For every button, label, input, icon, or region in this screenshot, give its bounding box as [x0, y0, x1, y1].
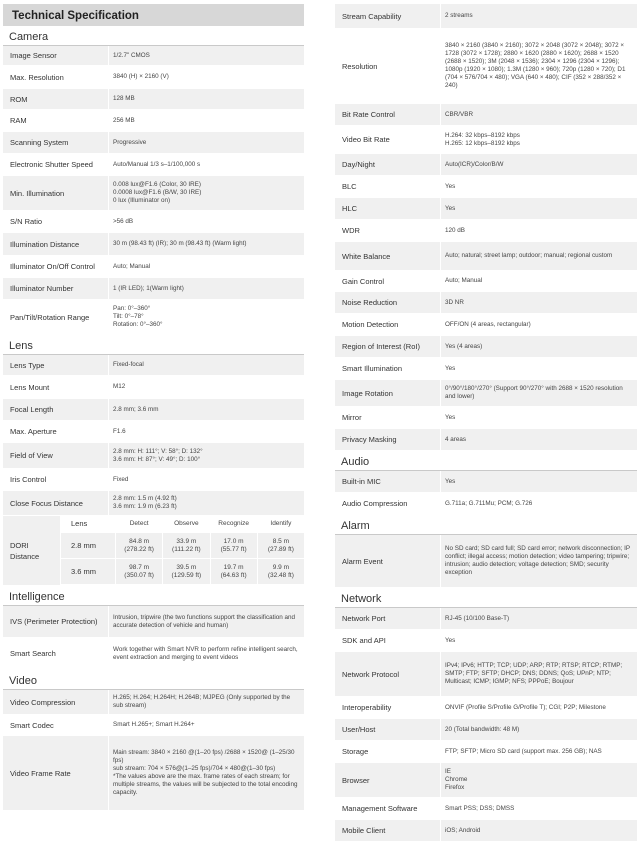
spec-value-cell	[440, 176, 637, 197]
dori-header-cell: Lens	[60, 516, 115, 533]
spec-key: Illuminator On/Off Control	[3, 256, 108, 277]
spec-value: Auto(ICR)/Color/B/W	[445, 160, 504, 168]
dori-lens: 2.8 mm	[60, 533, 115, 559]
dori-header-cell: Identify	[257, 516, 304, 533]
spec-key: Focal Length	[3, 399, 108, 420]
spec-key: Stream Capability	[335, 4, 440, 28]
dori-header-cell: Recognize	[210, 516, 257, 533]
section-title: Audio	[335, 451, 637, 471]
spec-key: Close Focus Distance	[3, 491, 108, 515]
spec-value: Smart H.265+; Smart H.264+	[113, 721, 195, 728]
spec-row	[335, 652, 637, 697]
spec-value-cell	[440, 154, 637, 175]
spec-value: 0.008 lux@F1.6 (Color, 30 IRE) 0.0008 lux@F1.6 (B/W, 30 IRE) 0 lux (Illuminator on)	[113, 181, 202, 204]
spec-value-cell	[108, 491, 304, 515]
spec-row	[335, 104, 637, 126]
dori-label-text: DORI Distance	[10, 540, 40, 561]
spec-value-cell	[440, 271, 637, 291]
spec-row	[335, 471, 637, 493]
spec-value: Auto; natural; street lamp; outdoor; manual; regional custom	[445, 252, 613, 259]
spec-key: Lens Mount	[3, 376, 108, 398]
spec-key: Browser	[335, 763, 440, 797]
spec-value: ONVIF (Profile S/Profile G/Profile T); CGI; P2P; Milestone	[445, 703, 606, 711]
spec-key: Bit Rate Control	[335, 104, 440, 125]
spec-row	[3, 66, 304, 89]
spec-row	[335, 314, 637, 336]
spec-key: BLC	[335, 176, 440, 197]
spec-value-cell	[108, 233, 304, 255]
spec-value: H.264: 32 kbps–8192 kbps H.265: 12 kbps–8192 kbps	[445, 131, 520, 147]
spec-row	[335, 198, 637, 220]
spec-key: User/Host	[335, 719, 440, 740]
dori-row	[60, 533, 304, 559]
spec-value-cell	[108, 736, 304, 810]
spec-row	[335, 380, 637, 407]
spec-value: Fixed	[113, 475, 129, 483]
spec-key: HLC	[335, 198, 440, 219]
spec-value-cell	[108, 606, 304, 637]
spec-row	[3, 638, 304, 670]
spec-value-cell	[440, 535, 637, 587]
spec-key: Storage	[335, 741, 440, 762]
spec-value-cell	[440, 198, 637, 219]
spec-key: Max. Aperture	[3, 421, 108, 442]
spec-value-cell	[440, 29, 637, 103]
spec-value-cell	[440, 697, 637, 718]
spec-value: No SD card; SD card full; SD card error; network disconnection; IP conflict; illegal access; motion detection; video tampering; tripwire; intrusion; audio detection; voltage detection; SMD; security exception	[445, 545, 631, 576]
spec-row	[335, 242, 637, 271]
spec-row	[335, 336, 637, 358]
spec-value: Yes	[445, 413, 456, 421]
spec-key: Video Bit Rate	[335, 126, 440, 153]
spec-key: Lens Type	[3, 355, 108, 375]
spec-row	[335, 719, 637, 741]
spec-value: 3840 (H) × 2160 (V)	[113, 73, 169, 80]
spec-key: Iris Control	[3, 469, 108, 490]
spec-value-cell	[440, 608, 637, 629]
spec-value-cell	[108, 300, 304, 334]
spec-key: White Balance	[335, 242, 440, 270]
spec-row	[335, 763, 637, 798]
spec-value: >56 dB	[113, 217, 134, 225]
spec-value: H.265; H.264; H.264H; H.264B; MJPEG (Only supported by the sub stream)	[113, 694, 291, 709]
right-sections	[335, 4, 637, 842]
spec-row	[335, 292, 637, 314]
spec-row	[3, 469, 304, 491]
spec-row	[3, 421, 304, 443]
spec-row	[335, 608, 637, 630]
spec-key: Max. Resolution	[3, 66, 108, 88]
spec-row	[3, 154, 304, 176]
spec-key: Field of View	[3, 443, 108, 468]
spec-value-cell	[440, 407, 637, 428]
spec-value: Yes	[445, 636, 456, 644]
spec-key: Illuminator Number	[3, 278, 108, 299]
spec-row	[335, 4, 637, 29]
spec-value: FTP; SFTP; Micro SD card (support max. 256 GB); NAS	[445, 747, 602, 755]
spec-row	[3, 256, 304, 278]
spec-row	[335, 820, 637, 842]
spec-value: 120 dB	[445, 226, 465, 234]
section-title: Alarm	[335, 515, 637, 535]
spec-key: Mirror	[335, 407, 440, 428]
section-title: Video	[3, 670, 304, 690]
spec-key: S/N Ratio	[3, 211, 108, 232]
spec-key: Resolution	[335, 29, 440, 103]
section-title: Camera	[3, 26, 304, 46]
spec-row	[335, 176, 637, 198]
dori-lens: 3.6 mm	[60, 559, 115, 585]
dori-value: 17.0 m (55.77 ft)	[210, 533, 257, 559]
spec-value: CBR/VBR	[445, 110, 473, 118]
spec-value-cell	[440, 763, 637, 797]
spec-value-cell	[108, 110, 304, 131]
spec-value-cell	[108, 355, 304, 375]
dori-value: 39.5 m (129.59 ft)	[162, 559, 209, 585]
spec-value-cell	[108, 89, 304, 109]
spec-value: 256 MB	[113, 116, 135, 124]
spec-value: 2.8 mm: 1.5 m (4.92 ft) 3.6 mm: 1.9 m (6.23 ft)	[113, 495, 177, 510]
spec-key: Privacy Masking	[335, 429, 440, 450]
spec-row	[335, 358, 637, 380]
spec-row	[335, 535, 637, 588]
spec-value-cell	[440, 314, 637, 335]
spec-value-cell	[440, 242, 637, 270]
page-title: Technical Specification	[3, 4, 304, 26]
spec-value: Intrusion, tripwire (the two functions support the classification and accurate detection of vehicle and human)	[113, 613, 296, 629]
spec-value-cell	[440, 380, 637, 406]
spec-key: SDK and API	[335, 630, 440, 651]
spec-value-cell	[440, 719, 637, 740]
spec-key: Pan/Tilt/Rotation Range	[3, 300, 108, 334]
spec-row	[3, 736, 304, 811]
spec-value: 1/2.7" CMOS	[113, 51, 150, 59]
spec-row	[3, 89, 304, 110]
spec-row	[3, 376, 304, 399]
spec-value: Auto; Manual	[445, 277, 483, 284]
spec-key: Image Sensor	[3, 46, 108, 65]
spec-value-cell	[440, 358, 637, 379]
spec-value: 0°/90°/180°/270° (Support 90°/270° with 2688 × 1520 resolution and lower)	[445, 385, 623, 400]
spec-key: Noise Reduction	[335, 292, 440, 313]
spec-key: Min. Illumination	[3, 176, 108, 210]
spec-value-cell	[108, 132, 304, 153]
spec-value-cell	[440, 220, 637, 241]
spec-row	[335, 741, 637, 763]
dori-value: 84.8 m (278.22 ft)	[115, 533, 162, 559]
spec-key: Network Protocol	[335, 652, 440, 696]
spec-row	[335, 271, 637, 292]
spec-value-cell	[440, 652, 637, 696]
spec-key: ROM	[3, 89, 108, 109]
spec-row	[3, 491, 304, 516]
spec-value-cell	[108, 211, 304, 232]
spec-value-cell	[440, 429, 637, 450]
spec-value-cell	[440, 741, 637, 762]
dori-distance-table	[3, 516, 304, 586]
spec-value: OFF/ON (4 areas, rectangular)	[445, 320, 531, 328]
spec-value-cell	[108, 421, 304, 442]
spec-key: Built-in MIC	[335, 471, 440, 492]
spec-value: M12	[113, 383, 126, 390]
spec-value-cell	[440, 630, 637, 651]
spec-row	[335, 220, 637, 242]
spec-row	[3, 176, 304, 211]
spec-key: Illumination Distance	[3, 233, 108, 255]
spec-key: RAM	[3, 110, 108, 131]
dori-value: 33.9 m (111.22 ft)	[162, 533, 209, 559]
spec-value-cell	[440, 493, 637, 514]
dori-header-cell: Detect	[115, 516, 162, 533]
spec-value-cell	[108, 715, 304, 735]
spec-row	[3, 355, 304, 376]
spec-value: RJ-45 (10/100 Base-T)	[445, 614, 510, 622]
spec-value: Yes	[445, 182, 456, 190]
spec-row	[335, 630, 637, 652]
spec-value: IE Chrome Firefox	[445, 768, 468, 791]
spec-key: Video Compression	[3, 690, 108, 714]
spec-row	[3, 46, 304, 66]
spec-value-cell	[108, 376, 304, 398]
spec-value: F1.6	[113, 427, 126, 435]
spec-value: Yes	[445, 477, 456, 485]
spec-key: WDR	[335, 220, 440, 241]
spec-value: 30 m (98.43 ft) (IR); 30 m (98.43 ft) (Warm light)	[113, 240, 247, 247]
section-title: Lens	[3, 335, 304, 355]
spec-key: Image Rotation	[335, 380, 440, 406]
spec-key: Management Software	[335, 798, 440, 819]
spec-row	[3, 443, 304, 469]
spec-value-cell	[108, 154, 304, 175]
spec-key: IVS (Perimeter Protection)	[3, 606, 108, 637]
spec-value: Yes (4 areas)	[445, 342, 483, 350]
left-column	[3, 0, 304, 811]
spec-key: Electronic Shutter Speed	[3, 154, 108, 175]
spec-value-cell	[108, 66, 304, 88]
spec-row	[335, 493, 637, 515]
dori-grid	[60, 516, 304, 585]
spec-value-cell	[440, 471, 637, 492]
spec-key: Scanning System	[3, 132, 108, 153]
spec-row	[3, 211, 304, 233]
spec-value: 3D NR	[445, 298, 464, 306]
spec-value-cell	[440, 336, 637, 357]
spec-row	[3, 110, 304, 132]
spec-row	[335, 154, 637, 176]
spec-row	[335, 429, 637, 451]
spec-value-cell	[108, 46, 304, 65]
spec-value-cell	[108, 399, 304, 420]
spec-key: Smart Search	[3, 638, 108, 669]
spec-value: IPv4; IPv6; HTTP; TCP; UDP; ARP; RTP; RTSP; RTCP; RTMP; SMTP; FTP; SFTP; DHCP; DNS; DDNS; QoS; UPnP; NTP; Multicast; ICMP; IGMP; NFS; PPPoE; Boujour	[445, 662, 623, 685]
spec-row	[335, 29, 637, 104]
spec-value-cell	[440, 4, 637, 28]
spec-value: Auto/Manual 1/3 s–1/100,000 s	[113, 160, 201, 168]
spec-value-cell	[108, 690, 304, 714]
spec-row	[335, 407, 637, 429]
spec-key: Video Frame Rate	[3, 736, 108, 810]
spec-value: 1 (IR LED); 1(Warm light)	[113, 284, 184, 292]
spec-row	[3, 715, 304, 736]
section-title: Network	[335, 588, 637, 608]
spec-value: Progressive	[113, 138, 147, 146]
spec-value-cell	[108, 256, 304, 277]
spec-row	[3, 278, 304, 300]
spec-value: Main stream: 3840 × 2160 @(1–20 fps) /2688 × 1520@ (1–25/30 fps) sub stream: 704 × 576@(1–25 fps)/704 × 480@(1–30 fps) *The values above are the max. frame rates of each stream; for multiple streams, the values will be subjected to the total encoding capacity.	[113, 749, 298, 796]
spec-row	[3, 606, 304, 638]
spec-key: Motion Detection	[335, 314, 440, 335]
spec-value-cell	[440, 104, 637, 125]
spec-value-cell	[108, 638, 304, 669]
spec-row	[335, 798, 637, 820]
dori-value: 98.7 m (350.07 ft)	[115, 559, 162, 585]
spec-row	[335, 126, 637, 154]
spec-value-cell	[108, 176, 304, 210]
spec-value: Yes	[445, 204, 456, 212]
spec-value: iOS; Android	[445, 826, 481, 834]
spec-key: Network Port	[335, 608, 440, 629]
spec-value: 2 streams	[445, 12, 473, 19]
dori-header-row	[60, 516, 304, 533]
spec-value: Yes	[445, 364, 456, 372]
spec-value: 4 areas	[445, 435, 467, 443]
section-title: Intelligence	[3, 586, 304, 606]
right-column	[335, 0, 637, 842]
spec-value: Pan: 0°–360° Tilt: 0°–78° Rotation: 0°–360°	[113, 305, 163, 328]
spec-value: Smart PSS; DSS; DMSS	[445, 804, 515, 812]
spec-value-cell	[440, 292, 637, 313]
dori-row	[60, 559, 304, 585]
spec-value: G.711a; G.711Mu; PCM; G.726	[445, 499, 533, 507]
spec-key: Mobile Client	[335, 820, 440, 841]
spec-value: 2.8 mm: H: 111°; V: 58°; D: 132° 3.6 mm: H: 87°; V: 49°; D: 100°	[113, 447, 203, 463]
spec-key: Alarm Event	[335, 535, 440, 587]
spec-value: 2.8 mm; 3.6 mm	[113, 405, 159, 413]
spec-key: Day/Night	[335, 154, 440, 175]
dori-value: 8.5 m (27.89 ft)	[257, 533, 304, 559]
spec-row	[3, 399, 304, 421]
spec-row	[335, 697, 637, 719]
spec-key: Smart Illumination	[335, 358, 440, 379]
spec-value: 128 MB	[113, 95, 135, 102]
spec-value: Fixed-focal	[113, 361, 144, 368]
spec-value-cell	[440, 820, 637, 841]
dori-header-cell: Observe	[162, 516, 209, 533]
left-sections	[3, 26, 304, 516]
dori-value: 19.7 m (64.63 ft)	[210, 559, 257, 585]
spec-key: Smart Codec	[3, 715, 108, 735]
spec-value-cell	[108, 443, 304, 468]
spec-key: Audio Compression	[335, 493, 440, 514]
spec-row	[3, 132, 304, 154]
spec-value-cell	[108, 278, 304, 299]
spec-key: Gain Control	[335, 271, 440, 291]
spec-row	[3, 233, 304, 256]
spec-row	[3, 690, 304, 715]
spec-key: Region of Interest (RoI)	[335, 336, 440, 357]
spec-value-cell	[440, 798, 637, 819]
spec-value-cell	[108, 469, 304, 490]
dori-label	[3, 516, 60, 585]
left-sections-2	[3, 586, 304, 811]
spec-value-cell	[440, 126, 637, 153]
spec-value: Auto; Manual	[113, 262, 151, 270]
dori-value: 9.9 m (32.48 ft)	[257, 559, 304, 585]
spec-value: 3840 × 2160 (3840 × 2160); 3072 × 2048 (3072 × 2048); 3072 × 1728 (3072 × 1728); 2880 × 1620 (2880 × 1620); 2688 × 1520 (2688 × 1520); 3M (2048 × 1536); 2304 × 1296 (2304 × 1296); 1080p (1920 × 1080); 1.3M (1280 × 960); 720p (1280 × 720); D1 (704 × 576/704 × 480); VGA (640 × 480); CIF (352 × 288/352 × 240)	[445, 42, 626, 89]
spec-key: Interoperability	[335, 697, 440, 718]
spec-value: Work together with Smart NVR to perform refine intelligent search, event extraction and merging to event videos	[113, 645, 298, 661]
spec-row	[3, 300, 304, 335]
spec-value: 20 (Total bandwidth: 48 M)	[445, 725, 520, 733]
